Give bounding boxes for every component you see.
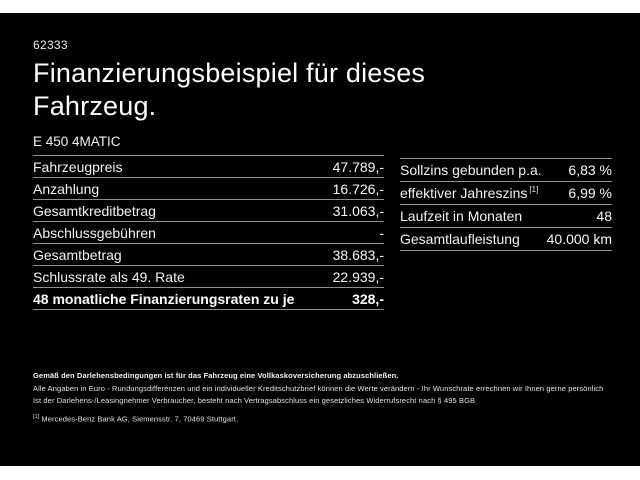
row-label: Fahrzeugpreis <box>33 158 123 175</box>
table-row-gesamtkreditbetrag <box>33 199 384 221</box>
table-row-fahrzeugpreis <box>33 155 384 177</box>
footnote-disclaimer-1: Alle Angaben in Euro - Rundungsdifferenzen und ein individueller Kreditschutzbrief können die Werte verändern - Ihr Wunschrate errechnen wir Ihnen gerne persönlich <box>33 383 604 393</box>
table-row-effektiver-jahreszins <box>400 181 612 204</box>
row-label: Laufzeit in Monaten <box>400 208 523 224</box>
page-title-line2: Fahrzeug. <box>33 91 157 121</box>
row-label: Gesamtlaufleistung <box>400 231 520 247</box>
footnote-marker: [1] <box>529 185 539 195</box>
row-label: Anzahlung <box>33 180 100 197</box>
row-value: 40.000 km <box>546 231 612 247</box>
financing-table-right <box>400 158 612 251</box>
footnote-bank-text: Mercedes-Benz Bank AG, Siemensstr. 7, 70469 Stuttgart. <box>41 414 239 423</box>
row-label <box>400 185 538 201</box>
row-label: 48 monatliche Finanzierungsraten zu je <box>33 290 295 307</box>
table-row-monatliche-raten <box>33 287 384 309</box>
row-label: Gesamtkreditbetrag <box>33 202 156 219</box>
row-label: Schlussrate als 49. Rate <box>33 268 185 285</box>
row-value: 6,99 % <box>568 185 612 201</box>
page-title-line1: Finanzierungsbeispiel für dieses <box>33 58 426 88</box>
footnote-disclaimer-2: Ist der Darlehens-/Leasingnehmer Verbraucher, besteht nach Vertragsabschluss ein gesetzliches Widerrufsrecht nach § 495 BGB <box>33 396 476 405</box>
row-value: 6,83 % <box>568 162 612 178</box>
table-row-anzahlung <box>33 177 384 199</box>
row-value: 31.063,- <box>332 202 384 219</box>
footnotes <box>33 370 618 426</box>
row-label-text: effektiver Jahreszins <box>400 185 528 201</box>
footnote-bank <box>33 411 618 426</box>
row-value: 47.789,- <box>332 158 384 175</box>
table-row-laufzeit <box>400 204 612 227</box>
row-value: 22.939,- <box>332 268 384 285</box>
row-label: Abschlussgebühren <box>33 224 156 241</box>
financing-example-slide <box>0 13 640 466</box>
table-row-gesamtbetrag <box>33 243 384 265</box>
table-row-abschlussgebuehren <box>33 221 384 243</box>
table-row-sollzins <box>400 158 612 181</box>
row-value: - <box>379 224 384 241</box>
table-row-gesamtlaufleistung <box>400 227 612 250</box>
reference-number: 62333 <box>33 38 68 52</box>
row-value: 16.726,- <box>332 180 384 197</box>
footnote-bank-marker: [1] <box>33 413 40 420</box>
page-title <box>33 57 593 123</box>
row-label: Gesamtbetrag <box>33 246 122 263</box>
row-value: 38.683,- <box>332 246 384 263</box>
footnote-insurance: Gemäß den Darlehensbedingungen ist für das Fahrzeug eine Vollkaskoversicherung abzuschließen. <box>33 371 399 380</box>
row-value: 48 <box>596 208 612 224</box>
row-label: Sollzins gebunden p.a. <box>400 162 542 178</box>
table-row-schlussrate <box>33 265 384 287</box>
row-value: 328,- <box>352 290 384 307</box>
vehicle-model: E 450 4MATIC <box>33 134 121 149</box>
financing-table-left <box>33 155 384 310</box>
